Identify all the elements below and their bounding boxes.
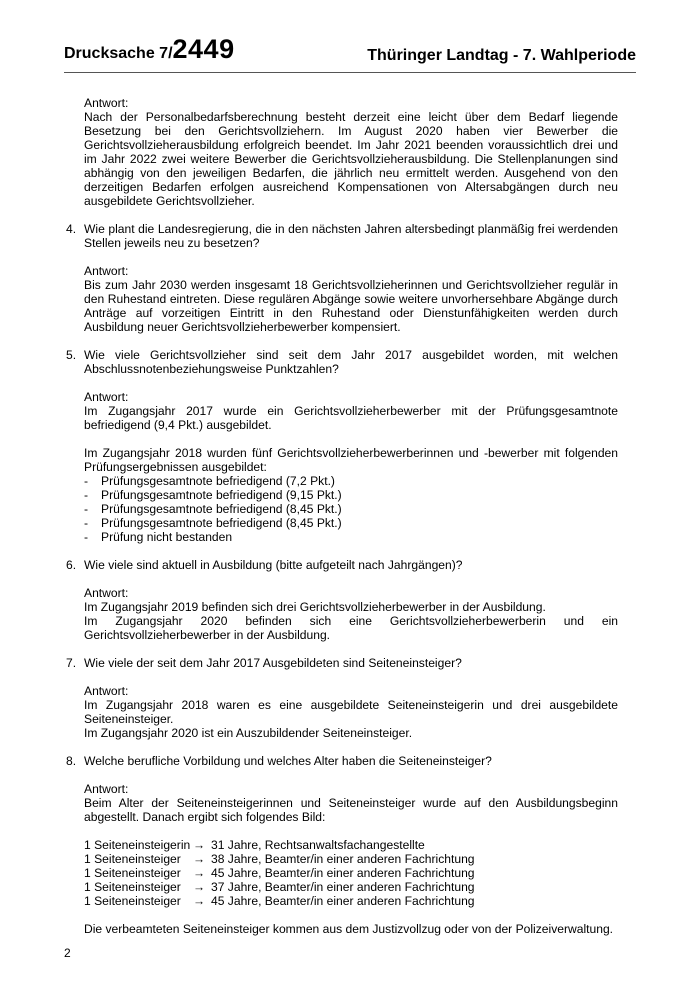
answer-text: Nach der Personalbedarfsberechnung besteht derzeit eine leicht über dem Bedarf liegende Besetzung bei den Gerichtsvollziehern. Im August 2020 haben vier Bewerber die Gerichtsvollzieherausbildung erfolgreich beendet. Im Jahr 2021 beenden voraussichtlich drei und im Jahr 2022 zwei weitere Bewerber die Gerichtsvollzieherausbildung. Die Stellenplanungen sind abhängig von den jeweiligen Bedarfen, die jährlich neu ermittelt werden. Ausgehend von den derzeitigen Bedarfen erfolgen ausreichend Kompensationen von Altersabgängen durch neu ausgebildete Gerichtsvollzieher.: [84, 110, 618, 208]
answer-text: Beim Alter der Seiteneinsteigerinnen und Seiteneinsteiger wurde auf den Ausbildungsbeginn abgestellt. Danach ergibt sich folgendes Bild:: [84, 796, 618, 824]
arrow-icon: →: [193, 852, 206, 866]
question-8: [66, 754, 618, 768]
list-item: [84, 894, 618, 908]
page-number: 2: [64, 946, 71, 960]
entrant-label: 1 Seiteneinsteiger: [84, 852, 181, 866]
answer-text: Bis zum Jahr 2030 werden insgesamt 18 Gerichtsvollzieherinnen und Gerichtsvollzieher regulär in den Ruhestand eintreten. Diese regulären Abgänge sowie weitere unvorhersehbare Abgänge durch Anträge auf vorzeitigen Eintritt in den Ruhestand oder Dienstunfähigkeiten werden durch Ausbildung neuer Gerichtsvollzieherbewerber kompensiert.: [84, 278, 618, 334]
list-item: [84, 852, 618, 866]
question-5: [66, 348, 618, 376]
list-item-text: Prüfung nicht bestanden: [101, 530, 233, 544]
lateral-entrants-list: [84, 838, 618, 908]
list-item: [84, 880, 618, 894]
question-number: 5.: [66, 348, 77, 362]
question-text: Wie viele sind aktuell in Ausbildung (bitte aufgeteilt nach Jahrgängen)?: [84, 558, 463, 572]
question-number: 4.: [66, 222, 77, 236]
entrant-label: 1 Seiteneinsteiger: [84, 894, 181, 908]
answer-label: Antwort:: [84, 586, 129, 600]
arrow-icon: →: [193, 838, 206, 852]
intro-answer: [66, 96, 618, 208]
list-bullet: -: [84, 516, 89, 530]
document-number-prefix: Drucksache 7/: [64, 45, 173, 62]
answer-text: Im Zugangsjahr 2017 wurde ein Gerichtsvollzieherbewerber mit der Prüfungsgesamtnote befriedigend (9,4 Pkt.) ausgebildet.: [84, 404, 618, 432]
parliament-title: Thüringer Landtag - 7. Wahlperiode: [367, 47, 636, 64]
arrow-icon: →: [193, 894, 206, 908]
answer-text: Im Zugangsjahr 2018 wurden fünf Gerichtsvollzieherbewerberinnen und -bewerber mit folgenden Prüfungsergebnissen ausgebildet:: [84, 446, 618, 474]
list-item: [84, 516, 618, 530]
question-number: 8.: [66, 754, 77, 768]
list-bullet: -: [84, 530, 89, 544]
question-6: [66, 558, 618, 572]
answer-label: Antwort:: [84, 390, 129, 404]
answer-text: Im Zugangsjahr 2020 ist ein Auszubildender Seiteneinsteiger.: [84, 726, 413, 740]
list-bullet: -: [84, 474, 89, 488]
list-item: [84, 502, 618, 516]
question-text: Wie viele Gerichtsvollzieher sind seit dem Jahr 2017 ausgebildet worden, mit welchen Abschlussnotenbeziehungsweise Punktzahlen?: [84, 348, 618, 376]
question-text: Welche berufliche Vorbildung und welches Alter haben die Seiteneinsteiger?: [84, 754, 492, 768]
list-item: [84, 866, 618, 880]
answer-label: Antwort:: [84, 684, 129, 698]
list-bullet: -: [84, 488, 89, 502]
exam-results-list: [84, 474, 618, 544]
entrant-label: 1 Seiteneinsteigerin: [84, 838, 191, 852]
question-text: Wie plant die Landesregierung, die in den nächsten Jahren altersbedingt planmäßig frei werdenden Stellen jeweils neu zu besetzen?: [84, 222, 618, 250]
list-item-text: Prüfungsgesamtnote befriedigend (8,45 Pkt.): [101, 516, 342, 530]
list-bullet: -: [84, 502, 89, 516]
answer-8: [66, 782, 618, 936]
document-number: [64, 34, 235, 65]
entrant-detail: 37 Jahre, Beamter/in einer anderen Fachrichtung: [211, 880, 475, 894]
list-item: [84, 530, 618, 544]
list-item: [84, 474, 618, 488]
list-item-text: Prüfungsgesamtnote befriedigend (9,15 Pkt.): [101, 488, 342, 502]
answer-text: Im Zugangsjahr 2018 waren es eine ausgebildete Seiteneinsteigerin und drei ausgebildete Seiteneinsteiger.: [84, 698, 618, 726]
arrow-icon: →: [193, 866, 206, 880]
answer-6: [66, 586, 618, 642]
document-body: [66, 96, 618, 936]
entrant-detail: 31 Jahre, Rechtsanwaltsfachangestellte: [211, 838, 425, 852]
question-number: 7.: [66, 656, 77, 670]
entrant-detail: 45 Jahre, Beamter/in einer anderen Fachrichtung: [211, 894, 475, 908]
closing-text: Die verbeamteten Seiteneinsteiger kommen aus dem Justizvollzug oder von der Polizeiverwaltung.: [84, 922, 614, 936]
page-header: [64, 32, 636, 73]
question-number: 6.: [66, 558, 77, 572]
answer-text: Im Zugangsjahr 2019 befinden sich drei Gerichtsvollzieherbewerber in der Ausbildung.: [84, 600, 546, 614]
list-item: [84, 488, 618, 502]
question-4: [66, 222, 618, 250]
question-7: [66, 656, 618, 670]
answer-label: Antwort:: [84, 96, 129, 110]
arrow-icon: →: [193, 880, 206, 894]
question-text: Wie viele der seit dem Jahr 2017 Ausgebildeten sind Seiteneinsteiger?: [84, 656, 462, 670]
answer-label: Antwort:: [84, 782, 129, 796]
list-item-text: Prüfungsgesamtnote befriedigend (8,45 Pkt.): [101, 502, 342, 516]
answer-4: [66, 264, 618, 334]
document-number-value: 2449: [172, 34, 235, 64]
answer-5: [66, 390, 618, 544]
entrant-detail: 45 Jahre, Beamter/in einer anderen Fachrichtung: [211, 866, 475, 880]
answer-7: [66, 684, 618, 740]
entrant-label: 1 Seiteneinsteiger: [84, 866, 181, 880]
entrant-label: 1 Seiteneinsteiger: [84, 880, 181, 894]
answer-label: Antwort:: [84, 264, 129, 278]
list-item: [84, 838, 618, 852]
entrant-detail: 38 Jahre, Beamter/in einer anderen Fachrichtung: [211, 852, 475, 866]
list-item-text: Prüfungsgesamtnote befriedigend (7,2 Pkt.): [101, 474, 335, 488]
answer-text: Im Zugangsjahr 2020 befinden sich eine Gerichtsvollzieherbewerberin und ein Gerichtsvollzieherbewerber in der Ausbildung.: [84, 614, 618, 642]
